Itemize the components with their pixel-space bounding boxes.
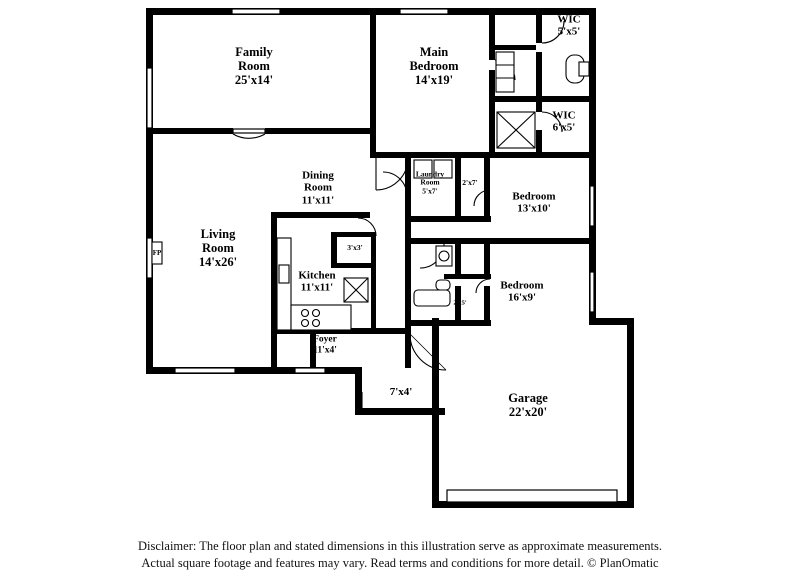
room-dimensions: 5'x7': [422, 186, 438, 196]
disclaimer-line-2: Actual square footage and features may vary. Read terms and conditions for more detail. © PlanOmatic: [141, 556, 659, 571]
room-name: Laundry: [415, 169, 445, 179]
disclaimer-line-1: Disclaimer: The floor plan and stated dimensions in this illustration serve as approximate measurements.: [138, 539, 662, 554]
room-dimensions: 22'x20': [508, 405, 548, 419]
room-name-line2: Room: [303, 181, 333, 194]
room-name: Living: [200, 227, 236, 241]
room-dimensions: 5'x5': [557, 26, 581, 38]
room-dimensions: 6'x5': [552, 122, 576, 134]
room-dimensions: 11'x11': [300, 282, 334, 294]
room-name-line2: Room: [238, 59, 270, 73]
disclaimer: [0, 538, 800, 572]
room-dimensions: 11'x4': [313, 345, 337, 355]
room-name-line2: Room: [420, 177, 440, 187]
room-name-line2: Room: [202, 241, 234, 255]
room-dimensions: 14'x19': [414, 73, 454, 87]
room-dimensions: 2'x7': [462, 177, 478, 187]
walls-exterior: [146, 8, 634, 508]
room-name: Family: [235, 45, 273, 59]
room-name: WIC: [552, 109, 576, 122]
room-dimensions: 16'x9': [507, 292, 537, 304]
room-name-line2: Bedroom: [409, 59, 459, 73]
room-name: WIC: [557, 13, 581, 26]
room-name: Main: [419, 45, 449, 59]
fireplace-label: FP: [152, 249, 162, 257]
window-openings: [147, 9, 617, 502]
room-dimensions: 14'x26': [198, 255, 238, 269]
room-dimensions: 11'x11': [301, 194, 335, 207]
room-name: Foyer: [313, 334, 337, 345]
walls-interior: [153, 8, 591, 368]
room-name: Bedroom: [500, 279, 544, 292]
room-name: Dining: [302, 169, 334, 182]
room-dimensions: 2'x5': [453, 299, 467, 307]
room-dimensions: 25'x14': [234, 73, 274, 87]
room-dimensions: 3'x3': [347, 242, 363, 252]
room-name: Kitchen: [298, 269, 336, 282]
room-dimensions: 13'x10': [517, 203, 551, 215]
garage-outline: [439, 325, 443, 501]
room-name: Garage: [508, 391, 548, 405]
room-name: Bedroom: [512, 190, 556, 203]
room-dimensions: 7'x4': [389, 385, 413, 398]
